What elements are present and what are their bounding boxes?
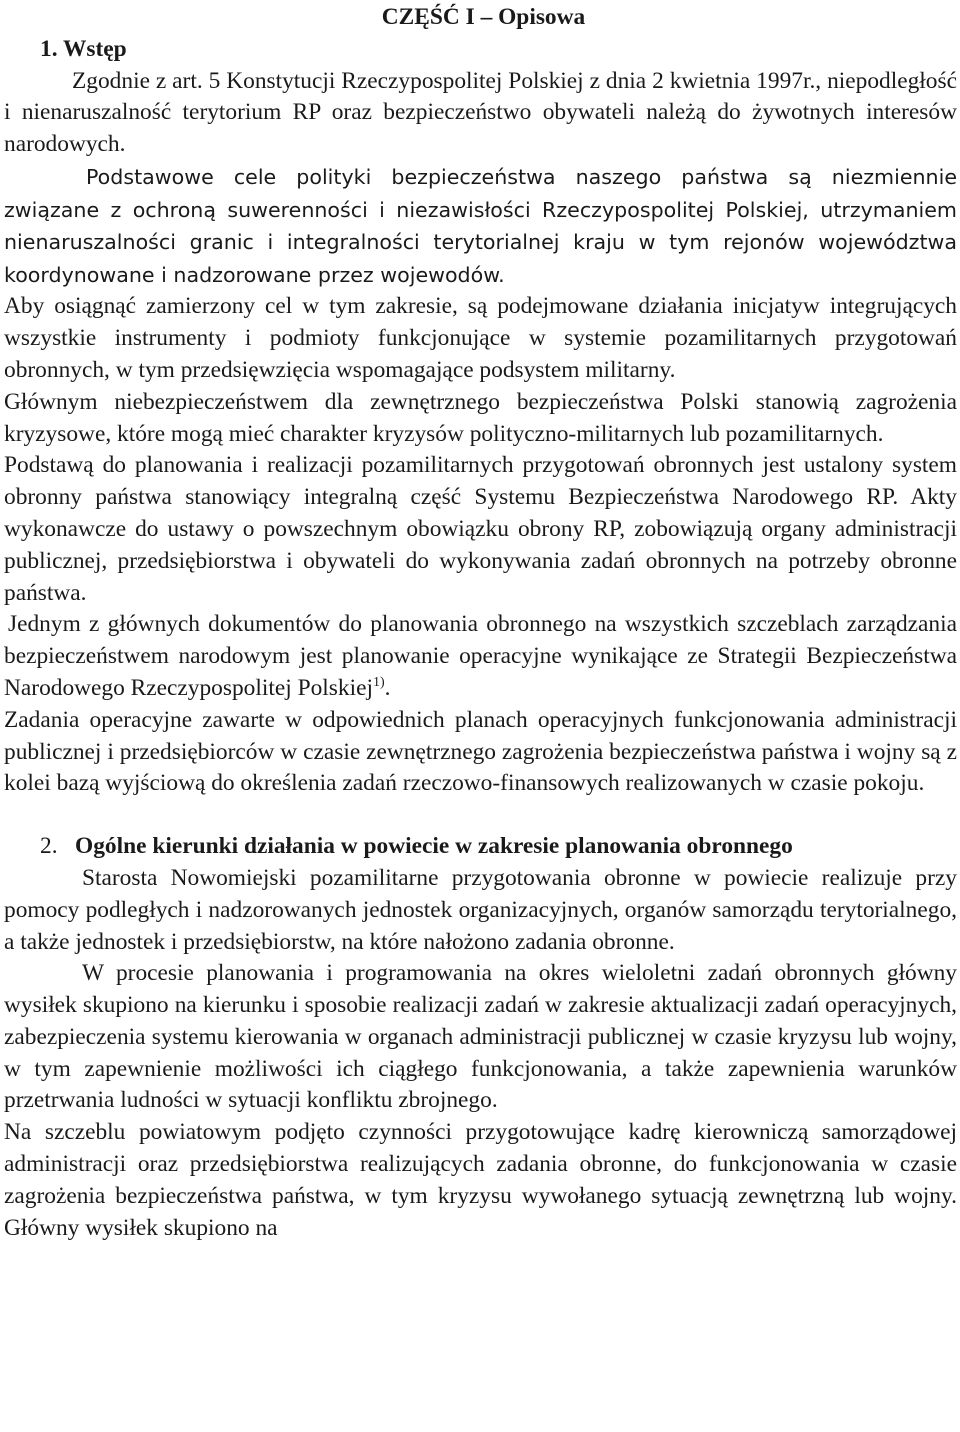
part-title: CZĘŚĆ I – Opisowa — [381, 4, 586, 30]
section-2-paragraph-3: Na szczeblu powiatowym podjęto czynności przygotowujące kadrę kierowniczą samorządowej administracji oraz przedsiębiorstwa realizujących zadania obronne, do funkcjonowania w czasie zagrożenia bezpieczeństwa państwa, w tym kryzysu wywołanego sytuacją zewnętrzną lub wojny. Główny wysiłek skupiono na — [4, 1119, 957, 1241]
section-2-heading-text: Ogólne kierunki działania w powiecie w zakresie planowania obronnego — [75, 833, 793, 860]
section-1-paragraph-6: Jednym z głównych dokumentów do planowania obronnego na wszystkich szczeblach zarządzania bezpieczeństwem narodowym jest planowanie operacyjne wynikające ze Strategii Bezpieczeństwa Narodowego Rzeczypospolitej Polskiej$^{1)}$. — [4, 611, 957, 701]
document-page — [4, 2, 957, 1244]
section-2-paragraph-2: W procesie planowania i programowania na okres wieloletni zadań obronnych główny wysiłek skupiono na kierunku i sposobie realizacji zadań w zakresie aktualizacji zadań operacyjnych, zabezpieczenia systemu kierowania w organach administracji publicznej w czasie kryzysu lub wojny, w tym zapewnienie możliwości ich ciągłego funkcjonowania, a także zapewnienia warunków przetrwania ludności w sytuacji konfliktu zbrojnego. — [4, 960, 957, 1114]
section-1-paragraph-5: Podstawą do planowania i realizacji pozamilitarnych przygotowań obronnych jest ustalony system obronny państwa stanowiący integralną część Systemu Bezpieczeństwa Narodowego RP. Akty wykonawcze do ustawy o powszechnym obowiązku obrony RP, zobowiązują organy administracji publicznej, przedsiębiorstwa i obywateli do wykonywania zadań obronnych na potrzeby obronne państwa. — [4, 452, 957, 606]
section-1-paragraph-6-text: Jednym z głównych dokumentów do planowania obronnego na wszystkich szczeblach zarządzania bezpieczeństwem narodowym jest planowanie operacyjne wynikające ze Strategii Bezpieczeństwa Narodowego Rzeczypospolitej Polskiej — [4, 611, 957, 701]
section-1-paragraph-3: Aby osiągnąć zamierzony cel w tym zakresie, są podejmowane działania inicjatyw integrujących wszystkie instrumenty i podmioty funkcjonujące w systemie pozamilitarnych przygotowań obronnych, w tym przedsięwzięcia wspomagające podsystem militarny. — [4, 293, 957, 383]
section-1-paragraph-4: Głównym niebezpieczeństwem dla zewnętrznego bezpieczeństwa Polski stanowią zagrożenia kryzysowe, które mogą mieć charakter kryzysów polityczno-militarnych lub pozamilitarnych. — [4, 388, 957, 447]
section-2-heading — [4, 831, 957, 863]
footnote-reference: 1) — [372, 674, 385, 690]
section-1-paragraph-7: Zadania operacyjne zawarte w odpowiednich planach operacyjnych funkcjonowania administracji publicznej i przedsiębiorców w czasie zewnętrznego zagrożenia bezpieczeństwa państwa i wojny są z kolei bazą wyjściową do określenia zadań rzeczowo-finansowych realizowanych w czasie pokoju. — [4, 706, 957, 797]
section-1-paragraph-2: Podstawowe cele polityki bezpieczeństwa naszego państwa są niezmiennie związane z ochroną suwerenności i niezawisłości Rzeczypospolitej Polskiej, utrzymaniem nienaruszalności granic i integralności terytorialnej kraju w tym rejonów województwa koordynowane i nadzorowane przez wojewodów. — [4, 164, 957, 287]
spacer — [4, 800, 957, 831]
section-1-paragraph-1: Zgodnie z art. 5 Konstytucji Rzeczypospolitej Polskiej z dnia 2 kwietnia 1997r., niepodległość i nienaruszalność terytorium RP oraz bezpieczeństwo obywateli należą do żywotnych interesów narodowych. — [4, 67, 957, 158]
section-2-paragraph-1: Starosta Nowomiejski pozamilitarne przygotowania obronne w powiecie realizuje przy pomocy podległych i nadzorowanych jednostek organizacyjnych, organów samorządu terytorialnego, a także jednostek i przedsiębiorstw, na które nałożono zadania obronne. — [4, 864, 957, 955]
section-1-heading: 1. Wstęp — [40, 35, 127, 62]
section-2-number: 2. — [40, 833, 58, 860]
